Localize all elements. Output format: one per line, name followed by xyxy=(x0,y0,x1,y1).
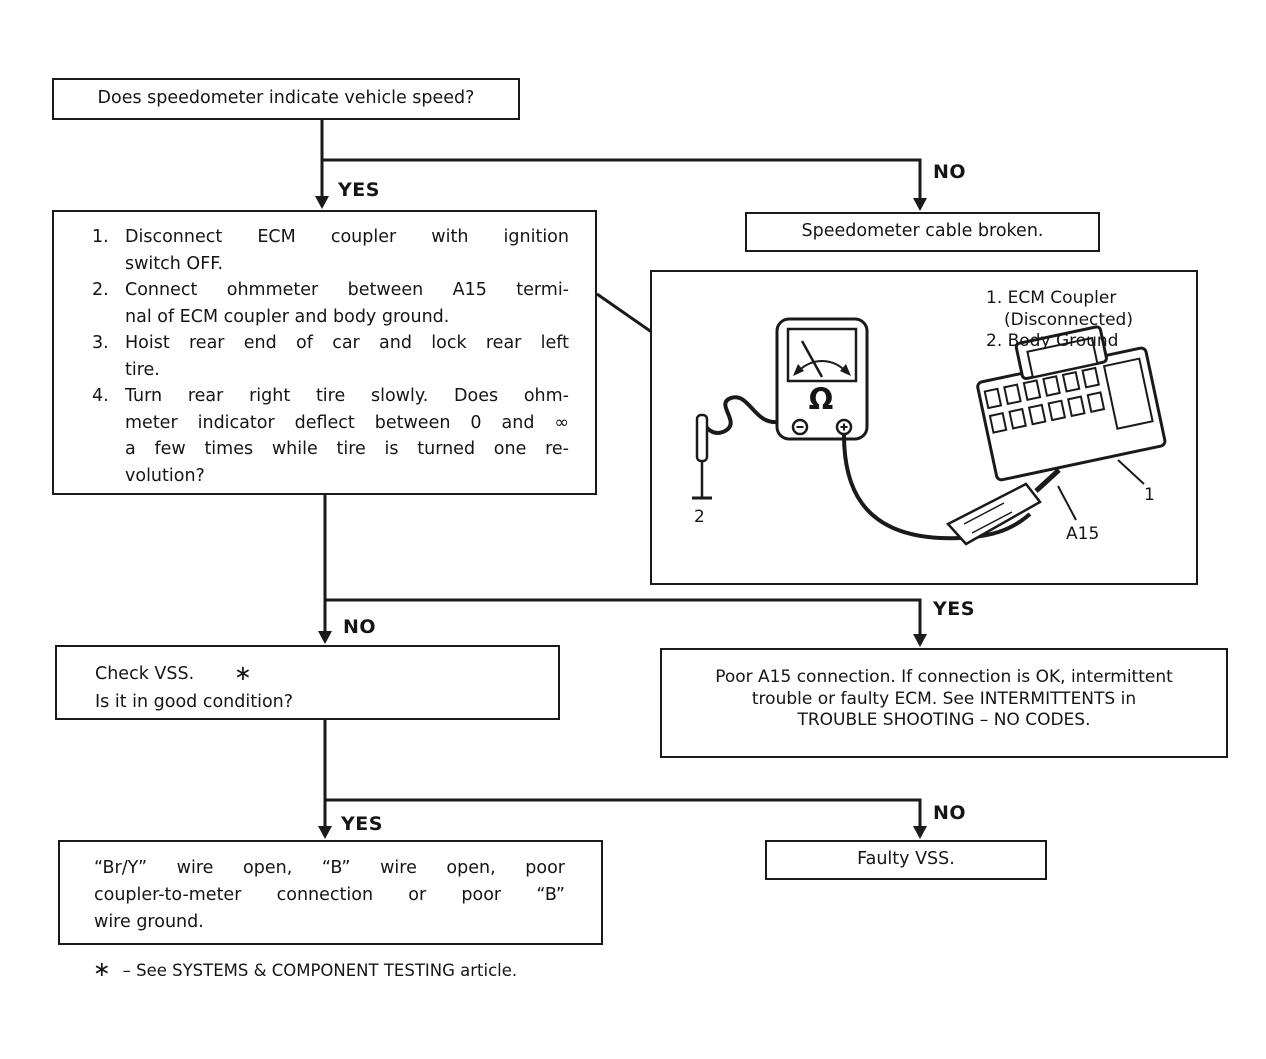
asterisk-icon: ∗ xyxy=(234,661,252,685)
check-vss-line-1 xyxy=(95,658,558,688)
connector-steps-to-poor xyxy=(325,600,920,635)
step-line: tire. xyxy=(125,359,160,380)
arrowhead-down xyxy=(318,826,332,839)
node-bry-wire-open xyxy=(58,840,603,945)
check-vss-line-2: Is it in good condition? xyxy=(95,692,294,712)
coupler-number-label: 1 xyxy=(1144,485,1155,505)
branch-label-yes-1: YES xyxy=(338,179,380,201)
branch-label-yes-3: YES xyxy=(341,813,383,835)
ground-lead-wire xyxy=(702,397,777,433)
step-line: meter indicator deflect between 0 and ∞ xyxy=(125,412,569,433)
step-line: a few times while tire is turned one re- xyxy=(125,439,569,459)
legend-line-2: (Disconnected) xyxy=(1004,309,1133,330)
arrowhead-down xyxy=(315,196,329,209)
footnote-text: – See SYSTEMS & COMPONENT TESTING article. xyxy=(122,961,518,980)
step-number: 1. xyxy=(92,227,109,247)
step-number: 3. xyxy=(92,333,109,353)
legend-line-3: 2. Body Ground xyxy=(986,331,1119,351)
poor-a15-line-2: trouble or faulty ECM. See INTERMITTENTS in xyxy=(751,688,1137,709)
step-line: Turn rear right tire slowly. Does ohm- xyxy=(125,386,569,406)
node-poor-a15-connection xyxy=(660,648,1228,758)
poor-a15-line-1: Poor A15 connection. If connection is OK, intermittent xyxy=(715,667,1173,687)
node-test-steps xyxy=(52,210,597,495)
branch-label-no-3: NO xyxy=(933,802,967,824)
step-item-2 xyxy=(92,277,569,330)
bry-wire-line-2: coupler-to-meter connection or poor “B” xyxy=(94,885,565,905)
bry-wire-line-3: wire ground. xyxy=(94,912,204,932)
faulty-vss-text: Faulty VSS. xyxy=(857,849,955,869)
illustration-panel xyxy=(650,270,1198,585)
branch-label-yes-2: YES xyxy=(933,598,975,620)
node-faulty-vss xyxy=(765,840,1047,880)
step-number: 2. xyxy=(92,280,109,300)
step-line: nal of ECM coupler and body ground. xyxy=(125,306,450,327)
step-line: Hoist rear end of car and lock rear left xyxy=(125,333,569,353)
legend-line-1: 1. ECM Coupler xyxy=(986,288,1117,308)
step-line: volution? xyxy=(125,465,205,486)
poor-a15-line-3: TROUBLE SHOOTING – NO CODES. xyxy=(797,710,1091,730)
step-line: switch OFF. xyxy=(125,253,224,274)
connector-steps-to-panel xyxy=(597,294,653,333)
illustration-legend xyxy=(986,288,1133,353)
step-number: 4. xyxy=(92,386,109,406)
footnote xyxy=(93,957,517,981)
step-item-3 xyxy=(92,330,569,383)
bry-wire-line-1: “Br/Y” wire open, “B” wire open, poor xyxy=(94,858,565,878)
speedometer-question-text: Does speedometer indicate vehicle speed? xyxy=(97,88,475,108)
step-item-4 xyxy=(92,383,569,489)
ohm-symbol: Ω xyxy=(808,382,834,416)
coupler-leader-line xyxy=(1118,460,1144,484)
ground-probe-label: 2 xyxy=(694,507,705,527)
arrowhead-down xyxy=(913,826,927,839)
ground-probe xyxy=(697,415,707,461)
a15-leader-line xyxy=(1058,486,1076,520)
connector-check-to-faulty xyxy=(325,800,920,827)
a15-terminal-label: A15 xyxy=(1066,524,1100,544)
arrowhead-down xyxy=(913,198,927,211)
arrowhead-down xyxy=(318,631,332,644)
step-item-1 xyxy=(92,224,569,277)
connector-question-to-cable xyxy=(322,160,920,199)
arrowhead-down xyxy=(913,634,927,647)
asterisk-icon: ∗ xyxy=(93,957,111,981)
branch-label-no-2: NO xyxy=(343,616,377,638)
cable-broken-text: Speedometer cable broken. xyxy=(801,221,1044,241)
branch-label-no-1: NO xyxy=(933,161,967,183)
step-line: Disconnect ECM coupler with ignition xyxy=(125,227,569,247)
check-vss-text: Check VSS. xyxy=(95,664,195,684)
step-line: Connect ohmmeter between A15 termi- xyxy=(125,280,569,300)
node-cable-broken xyxy=(745,212,1100,252)
node-check-vss xyxy=(55,645,560,720)
node-speedometer-question xyxy=(52,78,520,120)
